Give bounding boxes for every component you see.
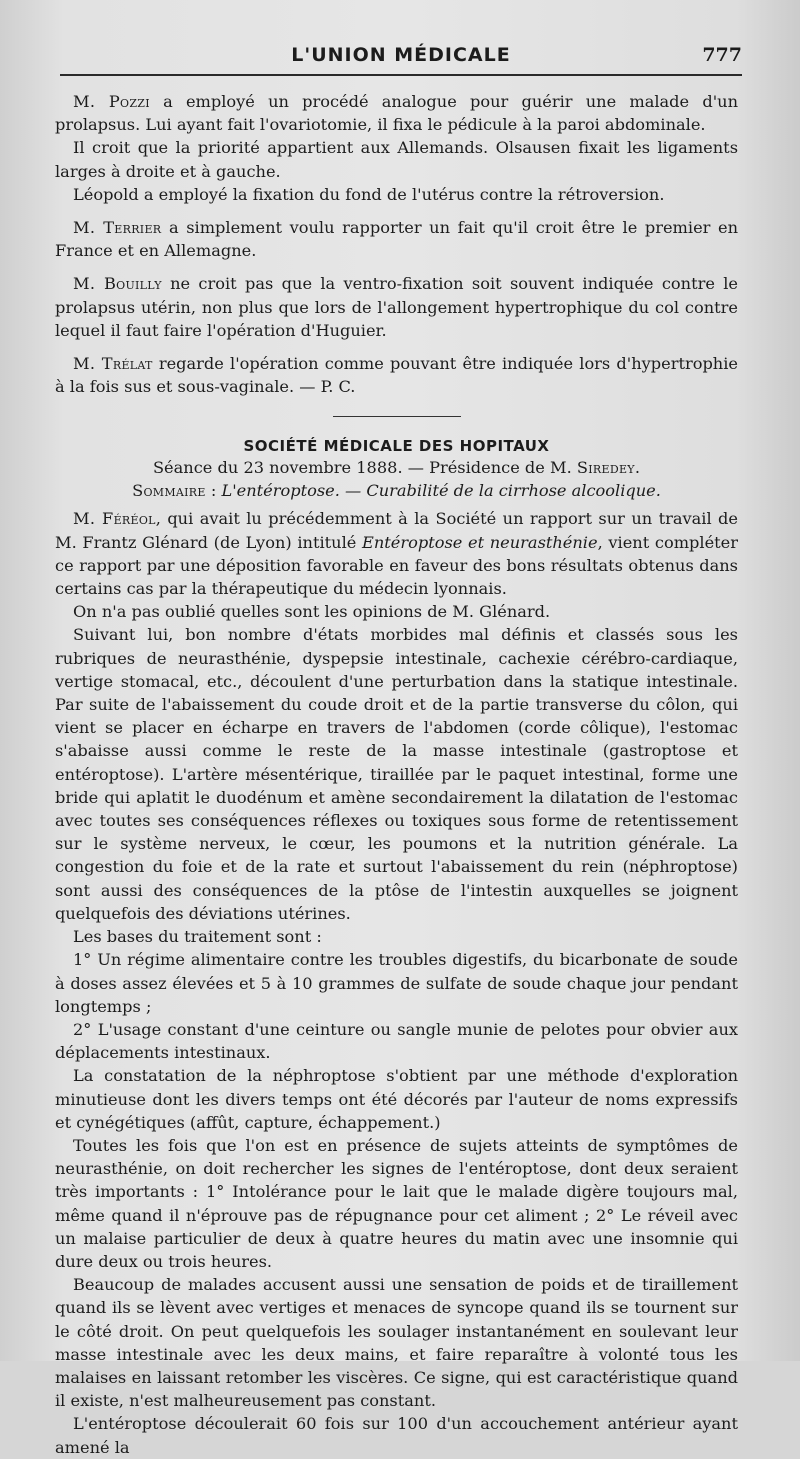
page-number: 777 — [702, 44, 742, 66]
running-title: L'UNION MÉDICALE — [291, 44, 511, 66]
section-title: SOCIÉTÉ MÉDICALE DES HOPITAUX — [243, 437, 550, 456]
section-divider — [333, 416, 461, 417]
paragraph-text: , vient compléter ce rapport par une déposition favorable en faveur des bons résultats obtenus dans certains cas par la thérapeutique du médecin lyonnais. — [55, 532, 738, 599]
summary-line — [55, 479, 738, 503]
session-end: . — [634, 458, 641, 478]
paragraph-text: a employé un procédé analogue pour guérir une malade d'un prolapsus. Lui ayant fait l'ovariotomie, il fixa le pédicule à la paroi abdominale. — [55, 92, 738, 135]
paragraph: On n'a pas oublié quelles sont les opinions de M. Glénard. — [73, 602, 551, 622]
paragraph — [55, 90, 738, 136]
speaker-name: M. Féréol — [73, 509, 156, 529]
paragraph: Les bases du traitement sont : — [73, 927, 322, 947]
paragraph-text: regarde l'opération comme pouvant être indiquée lors d'hypertrophie à la fois sus et sous-vaginale. — P. C. — [55, 354, 738, 397]
speaker-name: M. Trélat — [73, 354, 153, 374]
list-item: 2° L'usage constant d'une ceinture ou sangle munie de pelotes pour obvier aux déplacements intestinaux. — [55, 1019, 738, 1063]
paragraph-text: a simplement voulu rapporter un fait qu'il croit être le premier en France et en Allemagne. — [55, 218, 738, 261]
paragraph: La constatation de la néphroptose s'obtient par une méthode d'exploration minutieuse dont les divers temps ont été décorés par l'auteur de noms expressifs et cynégétiques (affût, capture, échappement.) — [55, 1066, 738, 1132]
paragraph: Suivant lui, bon nombre d'états morbides mal définis et classés sous les rubriques de neurasthénie, dyspepsie intestinale, cachexie cérébro-cardiaque, vertige stomacal, etc., découlent d'une perturbation dans la statique intestinale. Par suite de l'abaissement du coude droit et de la partie transverse du côlon, qui vient se placer en écharpe en travers de l'abdomen (corde côlique), l'estomac s'abaisse aussi comme le reste de la masse intestinale (gastroptose et entéroptose). L'artère mésentérique, tiraillée par le paquet intestinal, forme une bride qui aplatit le duodénum et amène secondairement la dilatation de l'estomac avec toutes ses conséquences réflexes ou toxiques sous forme de retentissement sur le système nerveux, le cœur, les poumons et la nutrition générale. La congestion du foie et de la rate et surtout l'abaissement du rein (néphroptose) sont aussi des conséquences de la ptôse de l'intestin auxquelles se joignent quelquefois des déviations utérines. — [55, 625, 738, 923]
page-header — [60, 44, 742, 76]
paragraph — [55, 216, 738, 262]
paragraph-text: ne croit pas que la ventro-fixation soit souvent indiquée contre le prolapsus utérin, non plus que lors de l'allongement hypertrophique du col contre lequel il faut faire l'opération d'Huguier. — [55, 274, 738, 340]
paragraph-text: , qui avait lu précédemment à la Société un rapport sur un travail de M. Frantz Glénard (de Lyon) intitulé — [55, 509, 738, 552]
summary-separator: : — [205, 481, 222, 501]
page-content — [55, 90, 738, 1459]
session-text: Séance du 23 novembre 1888. — Présidence de M. — [152, 458, 577, 478]
speaker-name: M. Terrier — [73, 218, 162, 238]
session-line — [55, 457, 738, 479]
list-item: 1° Un régime alimentaire contre les troubles digestifs, du bicarbonate de soude à doses assez élevées et 5 à 10 grammes de sulfate de soude chaque jour pendant longtemps ; — [55, 950, 738, 1016]
paragraph: Beaucoup de malades accusent aussi une sensation de poids et de tiraillement quand ils se lèvent avec vertiges et menaces de syncope quand ils se tournent sur le côté droit. On peut quelquefois les soulager instantanément en soulevant leur masse intestinale avec les deux mains, et faire reparaître à volonté tous les malaises en laissant retomber les viscères. Ce signe, qui est caractéristique quand il existe, n'est malheureusement pas constant. — [55, 1275, 738, 1411]
summary-label: Sommaire — [132, 481, 206, 501]
president-name: Siredey — [576, 458, 635, 478]
paragraph: Toutes les fois que l'on est en présence de sujets atteints de symptômes de neurasthénie, on doit rechercher les signes de l'entéroptose, dont deux seraient très importants : 1° Intolérance pour le lait que le malade digère toujours mal, même quand il n'éprouve pas de répugnance pour cet aliment ; 2° Le réveil avec un malaise particulier de deux à quatre heures du matin avec une insomnie qui dure deux ou trois heures. — [55, 1135, 738, 1271]
work-title: Entéroptose et neurasthénie — [362, 532, 598, 552]
paragraph — [55, 507, 738, 600]
paragraph — [55, 272, 738, 342]
paragraph: Il croit que la priorité appartient aux Allemands. Olsausen fixait les ligaments larges à droite et à gauche. — [55, 138, 738, 181]
paragraph — [55, 352, 738, 398]
paragraph: Léopold a employé la fixation du fond de l'utérus contre la rétroversion. — [73, 184, 665, 204]
speaker-name: M. Pozzi — [73, 92, 150, 111]
paragraph: L'entéroptose découlerait 60 fois sur 100 d'un accouchement antérieur ayant amené la — [55, 1414, 738, 1457]
summary-text: L'entéroptose. — Curabilité de la cirrhose alcoolique. — [221, 481, 661, 501]
speaker-name: M. Bouilly — [73, 274, 162, 294]
